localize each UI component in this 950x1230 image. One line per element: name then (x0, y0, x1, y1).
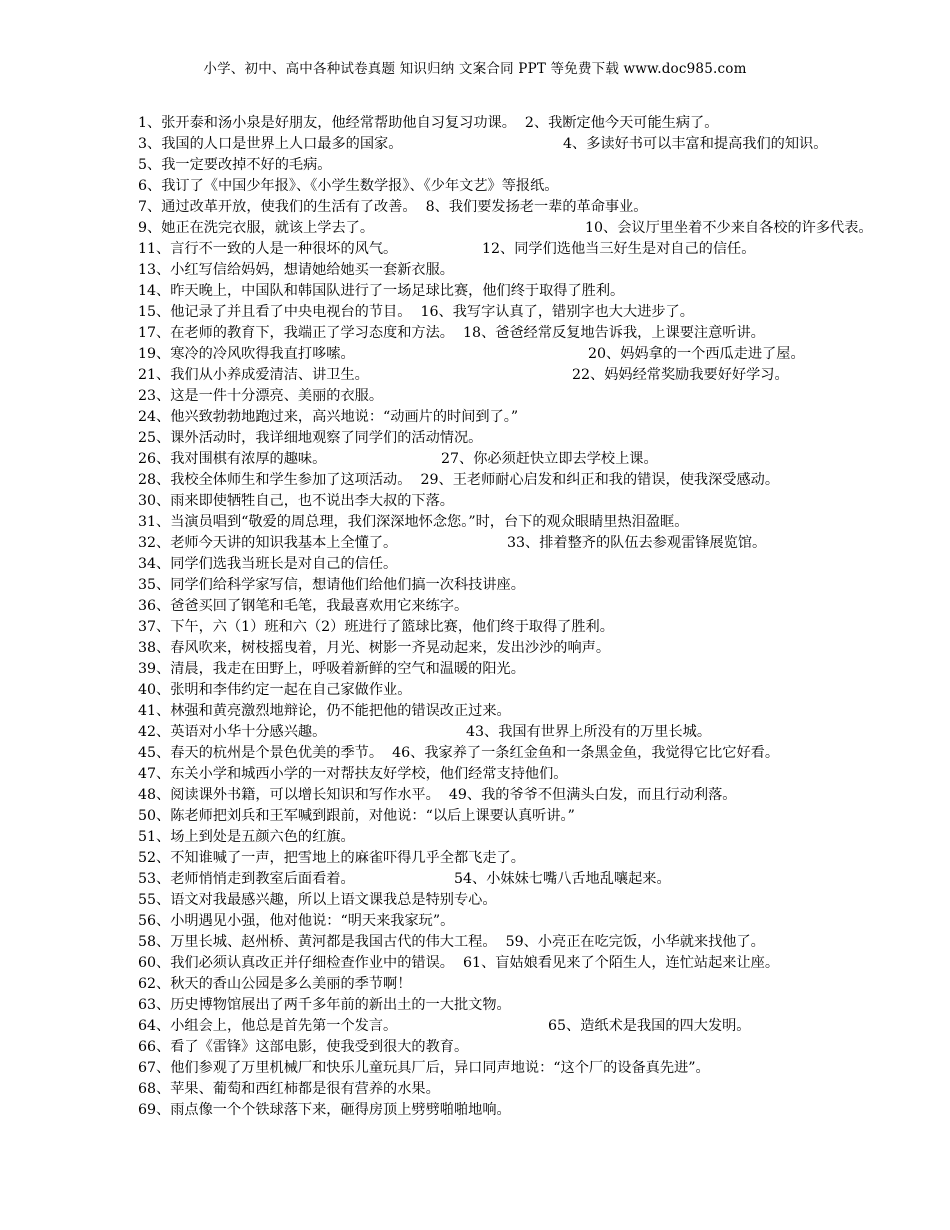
sentence-line (138, 995, 898, 1016)
sentence-line (138, 113, 898, 134)
sentence-text: 26、我对围棋有浓厚的趣味。 (138, 451, 327, 467)
sentence-line (138, 1058, 898, 1079)
sentence-line (138, 428, 898, 449)
sentence-text: 3、我国的人口是世界上人口最多的国家。 (138, 136, 403, 152)
sentence-line (138, 1100, 898, 1121)
sentence-line (138, 638, 898, 659)
sentence-line (138, 848, 898, 869)
sentence-line (138, 155, 898, 176)
sentence-text: 17、在老师的教育下，我端正了学习态度和方法。 18、爸爸经常反复地告诉我，上课要注意听讲。 (138, 325, 765, 341)
sentence-line (138, 1037, 898, 1058)
sentence-text: 24、他兴致勃勃地跑过来，高兴地说：“动画片的时间到了。” (138, 409, 519, 425)
sentence-line (138, 407, 898, 428)
sentence-text: 32、老师今天讲的知识我基本上全懂了。 (138, 535, 398, 551)
sentence-text: 55、语文对我最感兴趣，所以上语文课我总是特别专心。 (138, 892, 497, 908)
sentence-line (138, 218, 898, 239)
sentence-line (138, 134, 898, 155)
sentence-text-second: 22、妈妈经常奖励我要好好学习。 (572, 367, 789, 383)
sentence-text: 63、历史博物馆展出了两千多年前的新出土的一大批文物。 (138, 997, 511, 1013)
sentence-text-second: 10、会议厅里坐着不少来自各校的许多代表。 (585, 220, 873, 236)
sentence-text-second: 65、造纸术是我国的四大发明。 (548, 1018, 751, 1034)
sentence-text: 15、他记录了并且看了中央电视台的节目。 16、我写字认真了，错别字也大大进步了。 (138, 304, 694, 320)
sentence-text: 51、场上到处是五颜六色的红旗。 (138, 829, 355, 845)
sentence-line (138, 890, 898, 911)
sentence-text: 52、不知谁喊了一声，把雪地上的麻雀吓得几乎全都飞走了。 (138, 850, 525, 866)
sentence-line (138, 533, 898, 554)
sentence-line (138, 869, 898, 890)
sentence-line (138, 932, 898, 953)
sentence-line (138, 470, 898, 491)
sentence-text-second: 43、我国有世界上所没有的万里长城。 (466, 724, 712, 740)
sentence-line (138, 575, 898, 596)
sentence-line (138, 386, 898, 407)
sentence-text: 40、张明和李伟约定一起在自己家做作业。 (138, 682, 412, 698)
sentence-line (138, 974, 898, 995)
sentence-text: 21、我们从小养成爱清洁、讲卫生。 (138, 367, 369, 383)
sentence-text: 47、东关小学和城西小学的一对帮扶友好学校，他们经常支持他们。 (138, 766, 568, 782)
sentence-line (138, 785, 898, 806)
sentence-text: 23、这是一件十分漂亮、美丽的衣服。 (138, 388, 384, 404)
sentence-text: 56、小明遇见小强，他对他说：“明天来我家玩”。 (138, 913, 455, 929)
sentence-line (138, 176, 898, 197)
sentence-text: 30、雨来即使牺牲自己，也不说出李大叔的下落。 (138, 493, 454, 509)
sentence-line (138, 365, 898, 386)
sentence-line (138, 491, 898, 512)
sentence-line (138, 197, 898, 218)
sentence-line (138, 239, 898, 260)
sentence-text: 28、我校全体师生和学生参加了这项活动。 29、王老师耐心启发和纠正和我的错误，使我深受感动。 (138, 472, 780, 488)
sentence-text-second: 33、排着整齐的队伍去参观雷锋展览馆。 (507, 535, 767, 551)
sentence-text: 31、当演员唱到“敬爱的周总理，我们深深地怀念您。”时，台下的观众眼睛里热泪盈眶。 (138, 514, 689, 530)
sentence-text: 62、秋天的香山公园是多么美丽的季节啊！ (138, 976, 412, 992)
sentence-line (138, 701, 898, 722)
sentence-text: 37、下午，六（1）班和六（2）班进行了篮球比赛，他们终于取得了胜利。 (138, 619, 614, 635)
sentence-text: 11、言行不一致的人是一种很坏的风气。 (138, 241, 398, 257)
sentence-text: 64、小组会上，他总是首先第一个发言。 (138, 1018, 398, 1034)
sentence-line (138, 911, 898, 932)
sentence-text: 45、春天的杭州是个景色优美的季节。 46、我家养了一条红金鱼和一条黑金鱼，我觉得它比它好看。 (138, 745, 780, 761)
sentence-line (138, 302, 898, 323)
sentence-text-second: 20、妈妈拿的一个西瓜走进了屋。 (588, 346, 805, 362)
sentence-text: 60、我们必须认真改正并仔细检查作业中的错误。 61、盲姑娘看见来了个陌生人，连忙站起来让座。 (138, 955, 780, 971)
sentence-text: 6、我订了《中国少年报》、《小学生数学报》、《少年文艺》等报纸。 (138, 178, 559, 194)
sentence-text: 38、春风吹来，树枝摇曳着，月光、树影一齐晃动起来，发出沙沙的响声。 (138, 640, 611, 656)
sentence-line (138, 953, 898, 974)
sentence-text: 58、万里长城、赵州桥、黄河都是我国古代的伟大工程。 59、小亮正在吃完饭，小华就来找他了。 (138, 934, 765, 950)
sentence-text: 36、爸爸买回了钢笔和毛笔，我最喜欢用它来练字。 (138, 598, 469, 614)
sentence-line (138, 554, 898, 575)
sentence-text-second: 4、多读好书可以丰富和提高我们的知识。 (563, 136, 828, 152)
sentence-text: 42、英语对小华十分感兴趣。 (138, 724, 327, 740)
sentence-line (138, 659, 898, 680)
sentence-line (138, 260, 898, 281)
sentence-line (138, 806, 898, 827)
sentence-text: 50、陈老师把刘兵和王军喊到跟前，对他说：“以后上课要认真听讲。” (138, 808, 575, 824)
sentence-text: 34、同学们选我当班长是对自己的信任。 (138, 556, 398, 572)
sentence-line (138, 743, 898, 764)
page-header: 小学、初中、高中各种试卷真题 知识归纳 文案合同 PPT 等免费下载 www.doc985.com (203, 61, 747, 77)
sentence-text: 66、看了《雷锋》这部电影，使我受到很大的教育。 (138, 1039, 469, 1055)
sentence-text: 5、我一定要改掉不好的毛病。 (138, 157, 332, 173)
sentence-text-second: 27、你必须赶快立即去学校上课。 (441, 451, 658, 467)
sentence-text: 13、小红写信给妈妈，想请她给她买一套新衣服。 (138, 262, 454, 278)
sentence-text-second: 12、同学们选他当三好生是对自己的信任。 (482, 241, 756, 257)
sentence-text: 9、她正在洗完衣服，就该上学去了。 (138, 220, 375, 236)
sentence-line (138, 344, 898, 365)
sentence-text: 1、张开泰和汤小泉是好朋友，他经常帮助他自习复习功课。 2、我断定他今天可能生病了。 (138, 115, 719, 131)
sentence-text: 67、他们参观了万里机械厂和快乐儿童玩具厂后，异口同声地说：“这个厂的设备真先进”。 (138, 1060, 710, 1076)
sentence-text: 48、阅读课外书籍，可以增长知识和写作水平。 49、我的爷爷不但满头白发，而且行动利落。 (138, 787, 737, 803)
sentence-line (138, 449, 898, 470)
sentence-line (138, 596, 898, 617)
sentence-text: 7、通过改革开放，使我们的生活有了改善。 8、我们要发扬老一辈的革命事业。 (138, 199, 648, 215)
sentence-text: 39、清晨，我走在田野上，呼吸着新鲜的空气和温暖的阳光。 (138, 661, 525, 677)
sentence-text: 14、昨天晚上，中国队和韩国队进行了一场足球比赛，他们终于取得了胜利。 (138, 283, 625, 299)
sentence-line (138, 323, 898, 344)
sentence-text: 41、林强和黄亮激烈地辩论，仍不能把他的错误改正过来。 (138, 703, 511, 719)
sentence-text: 69、雨点像一个个铁球落下来，砸得房顶上劈劈啪啪地响。 (138, 1102, 511, 1118)
sentence-text-second: 54、小妹妹七嘴八舌地乱嚷起来。 (454, 871, 671, 887)
sentence-text: 68、苹果、葡萄和西红柿都是很有营养的水果。 (138, 1081, 440, 1097)
sentence-text: 25、课外活动时，我详细地观察了同学们的活动情况。 (138, 430, 483, 446)
sentence-list (138, 113, 898, 1121)
sentence-line (138, 281, 898, 302)
sentence-text: 35、同学们给科学家写信，想请他们给他们搞一次科技讲座。 (138, 577, 525, 593)
sentence-line (138, 680, 898, 701)
sentence-line (138, 827, 898, 848)
sentence-line (138, 1079, 898, 1100)
sentence-line (138, 722, 898, 743)
sentence-text: 19、寒冷的冷风吹得我直打哆嗦。 (138, 346, 355, 362)
sentence-line (138, 617, 898, 638)
sentence-text: 53、老师悄悄走到教室后面看着。 (138, 871, 355, 887)
sentence-line (138, 764, 898, 785)
sentence-line (138, 512, 898, 533)
sentence-line (138, 1016, 898, 1037)
